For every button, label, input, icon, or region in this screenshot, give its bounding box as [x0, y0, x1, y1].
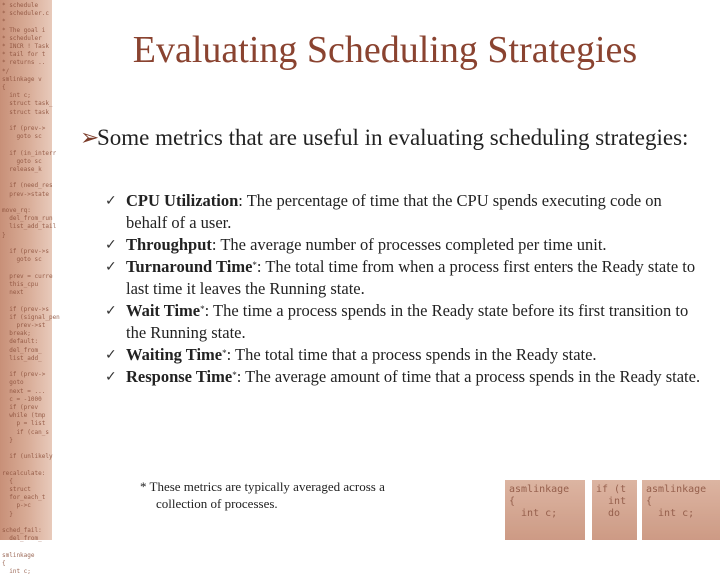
list-item-waiting-time: [105, 344, 705, 366]
checkmark-icon: ✓: [105, 303, 117, 319]
list-item-throughput: [105, 234, 705, 256]
metric-term: Response Time: [126, 367, 233, 386]
main-bullet-text: Some metrics that are useful in evaluating scheduling strategies:: [97, 125, 689, 150]
metric-desc: : The total time from when a process first enters the Ready state to last time it leaves the Running state.: [126, 257, 696, 298]
footnote-line-2: collection of processes.: [156, 496, 278, 511]
metric-star: *: [252, 260, 257, 270]
metric-term: CPU Utilization: [126, 191, 239, 210]
list-item-cpu-utilization: [105, 190, 705, 234]
metric-term: Throughput: [126, 235, 212, 254]
decorative-code-block: asmlinkage { int c;: [505, 480, 585, 540]
checkmark-icon: ✓: [105, 237, 117, 253]
list-item-response-time: [105, 366, 705, 388]
metric-desc: : The average number of processes completed per time unit.: [211, 235, 607, 254]
slide-title: Evaluating Scheduling Strategies: [132, 29, 638, 71]
metric-star: *: [222, 348, 227, 358]
metric-desc: : The percentage of time that the CPU spends executing code on behalf of a user.: [126, 191, 662, 232]
metric-desc: : The time a process spends in the Ready state before its first transition to the Running state.: [126, 301, 689, 342]
checkmark-icon: ✓: [105, 193, 117, 209]
metric-star: *: [200, 304, 205, 314]
metric-desc: : The total time that a process spends in the Ready state.: [226, 345, 597, 364]
metric-term: Waiting Time: [126, 345, 223, 364]
checkmark-icon: ✓: [105, 347, 117, 363]
checkmark-icon: ✓: [105, 259, 117, 275]
footnote: [140, 478, 460, 512]
arrow-bullet-icon: ➢: [80, 125, 100, 150]
main-bullet: [80, 124, 705, 151]
list-item-wait-time: [105, 300, 705, 344]
decorative-code-block: if (t int do: [592, 480, 637, 540]
decorative-code-block: asmlinkage { int c;: [642, 480, 720, 540]
list-item-turnaround-time: [105, 256, 705, 300]
metrics-list: [105, 190, 705, 388]
metric-term: Turnaround Time: [126, 257, 253, 276]
footnote-line-1: * These metrics are typically averaged across a: [140, 479, 385, 494]
checkmark-icon: ✓: [105, 369, 117, 385]
metric-term: Wait Time: [126, 301, 201, 320]
metric-desc: : The average amount of time that a process spends in the Ready state.: [236, 367, 701, 386]
code-strip-text: * schedule * scheduler.c * * The goal i * scheduler * INCR ! Task * tail for t * returns .. */ smlinkage v { int c; struct task_ struct task if (prev-> goto sc if (in_interr goto sc release_k if (need_res prev->state move_rq: del_from_run list_add_tail } if (prev->s goto sc prev = curre this_cpu next if (prev->s if (signal_pen prev->st break; default: del_from_ list_add_ if (prev-> goto next = ... c = -1000 if (prev while (tmp p = list if (can_s } if (unlikely recalculate: { struct for_each_t p->c } sched_fail: del_from_ smlinkage { int c;: [2, 2, 60, 576]
decorative-code-strip: [0, 0, 60, 576]
metric-star: *: [232, 370, 237, 380]
